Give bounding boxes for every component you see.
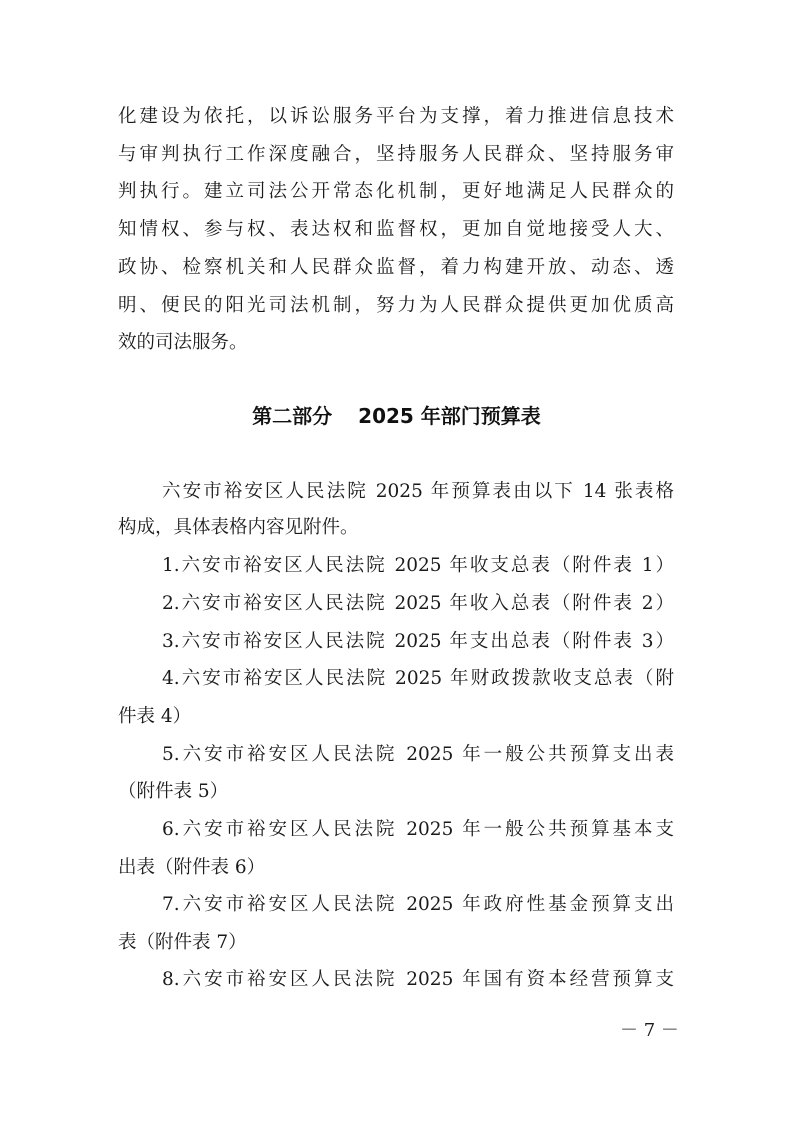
intro-paragraph-line: 判执行。建立司法公开常态化机制，更好地满足人民群众的 — [118, 181, 674, 202]
intro-paragraph-line: 明、便民的阳光司法机制，努力为人民群众提供更加优质高 — [118, 295, 674, 316]
section-heading-title: 2025 年部门预算表 — [358, 404, 541, 428]
table-list-item: 8.六安市裕安区人民法院 2025 年国有资本经营预算支 — [162, 969, 674, 990]
table-list-item: 3.六安市裕安区人民法院 2025 年支出总表（附件表 3） — [162, 631, 674, 652]
table-list-item: 5.六安市裕安区人民法院 2025 年一般公共预算支出表 — [162, 744, 674, 765]
intro-paragraph-line: 知情权、参与权、表达权和监督权，更加自觉地接受人大、 — [118, 219, 674, 240]
table-list-item-continuation: 件表 4） — [118, 706, 192, 727]
table-list-item-continuation: 表（附件表 7） — [118, 932, 247, 953]
intro-paragraph-line: 效的司法服务。 — [118, 332, 248, 353]
section-heading — [0, 401, 793, 431]
table-list-item: 2.六安市裕安区人民法院 2025 年收入总表（附件表 2） — [162, 593, 674, 614]
table-list-item: 7.六安市裕安区人民法院 2025 年政府性基金预算支出 — [162, 894, 674, 915]
intro-paragraph-line: 与审判执行工作深度融合，坚持服务人民群众、坚持服务审 — [118, 144, 674, 165]
table-list-item: 4.六安市裕安区人民法院 2025 年财政拨款收支总表（附 — [162, 668, 674, 689]
section-heading-part: 第二部分 — [252, 404, 333, 428]
table-list-item-continuation: （附件表 5） — [118, 781, 229, 802]
intro-paragraph-line: 政协、检察机关和人民群众监督，着力构建开放、动态、透 — [118, 257, 674, 278]
table-list-item-continuation: 出表（附件表 6） — [118, 857, 266, 878]
budget-intro-line: 六安市裕安区人民法院 2025 年预算表由以下 14 张表格 — [162, 481, 674, 502]
intro-paragraph-line: 化建设为依托，以诉讼服务平台为支撑，着力推进信息技术 — [118, 106, 674, 127]
budget-intro-line: 构成，具体表格内容见附件。 — [118, 517, 359, 538]
table-list-item: 6.六安市裕安区人民法院 2025 年一般公共预算基本支 — [162, 819, 674, 840]
page-number: － 7 － — [620, 1020, 679, 1041]
table-list-item: 1.六安市裕安区人民法院 2025 年收支总表（附件表 1） — [162, 555, 674, 576]
